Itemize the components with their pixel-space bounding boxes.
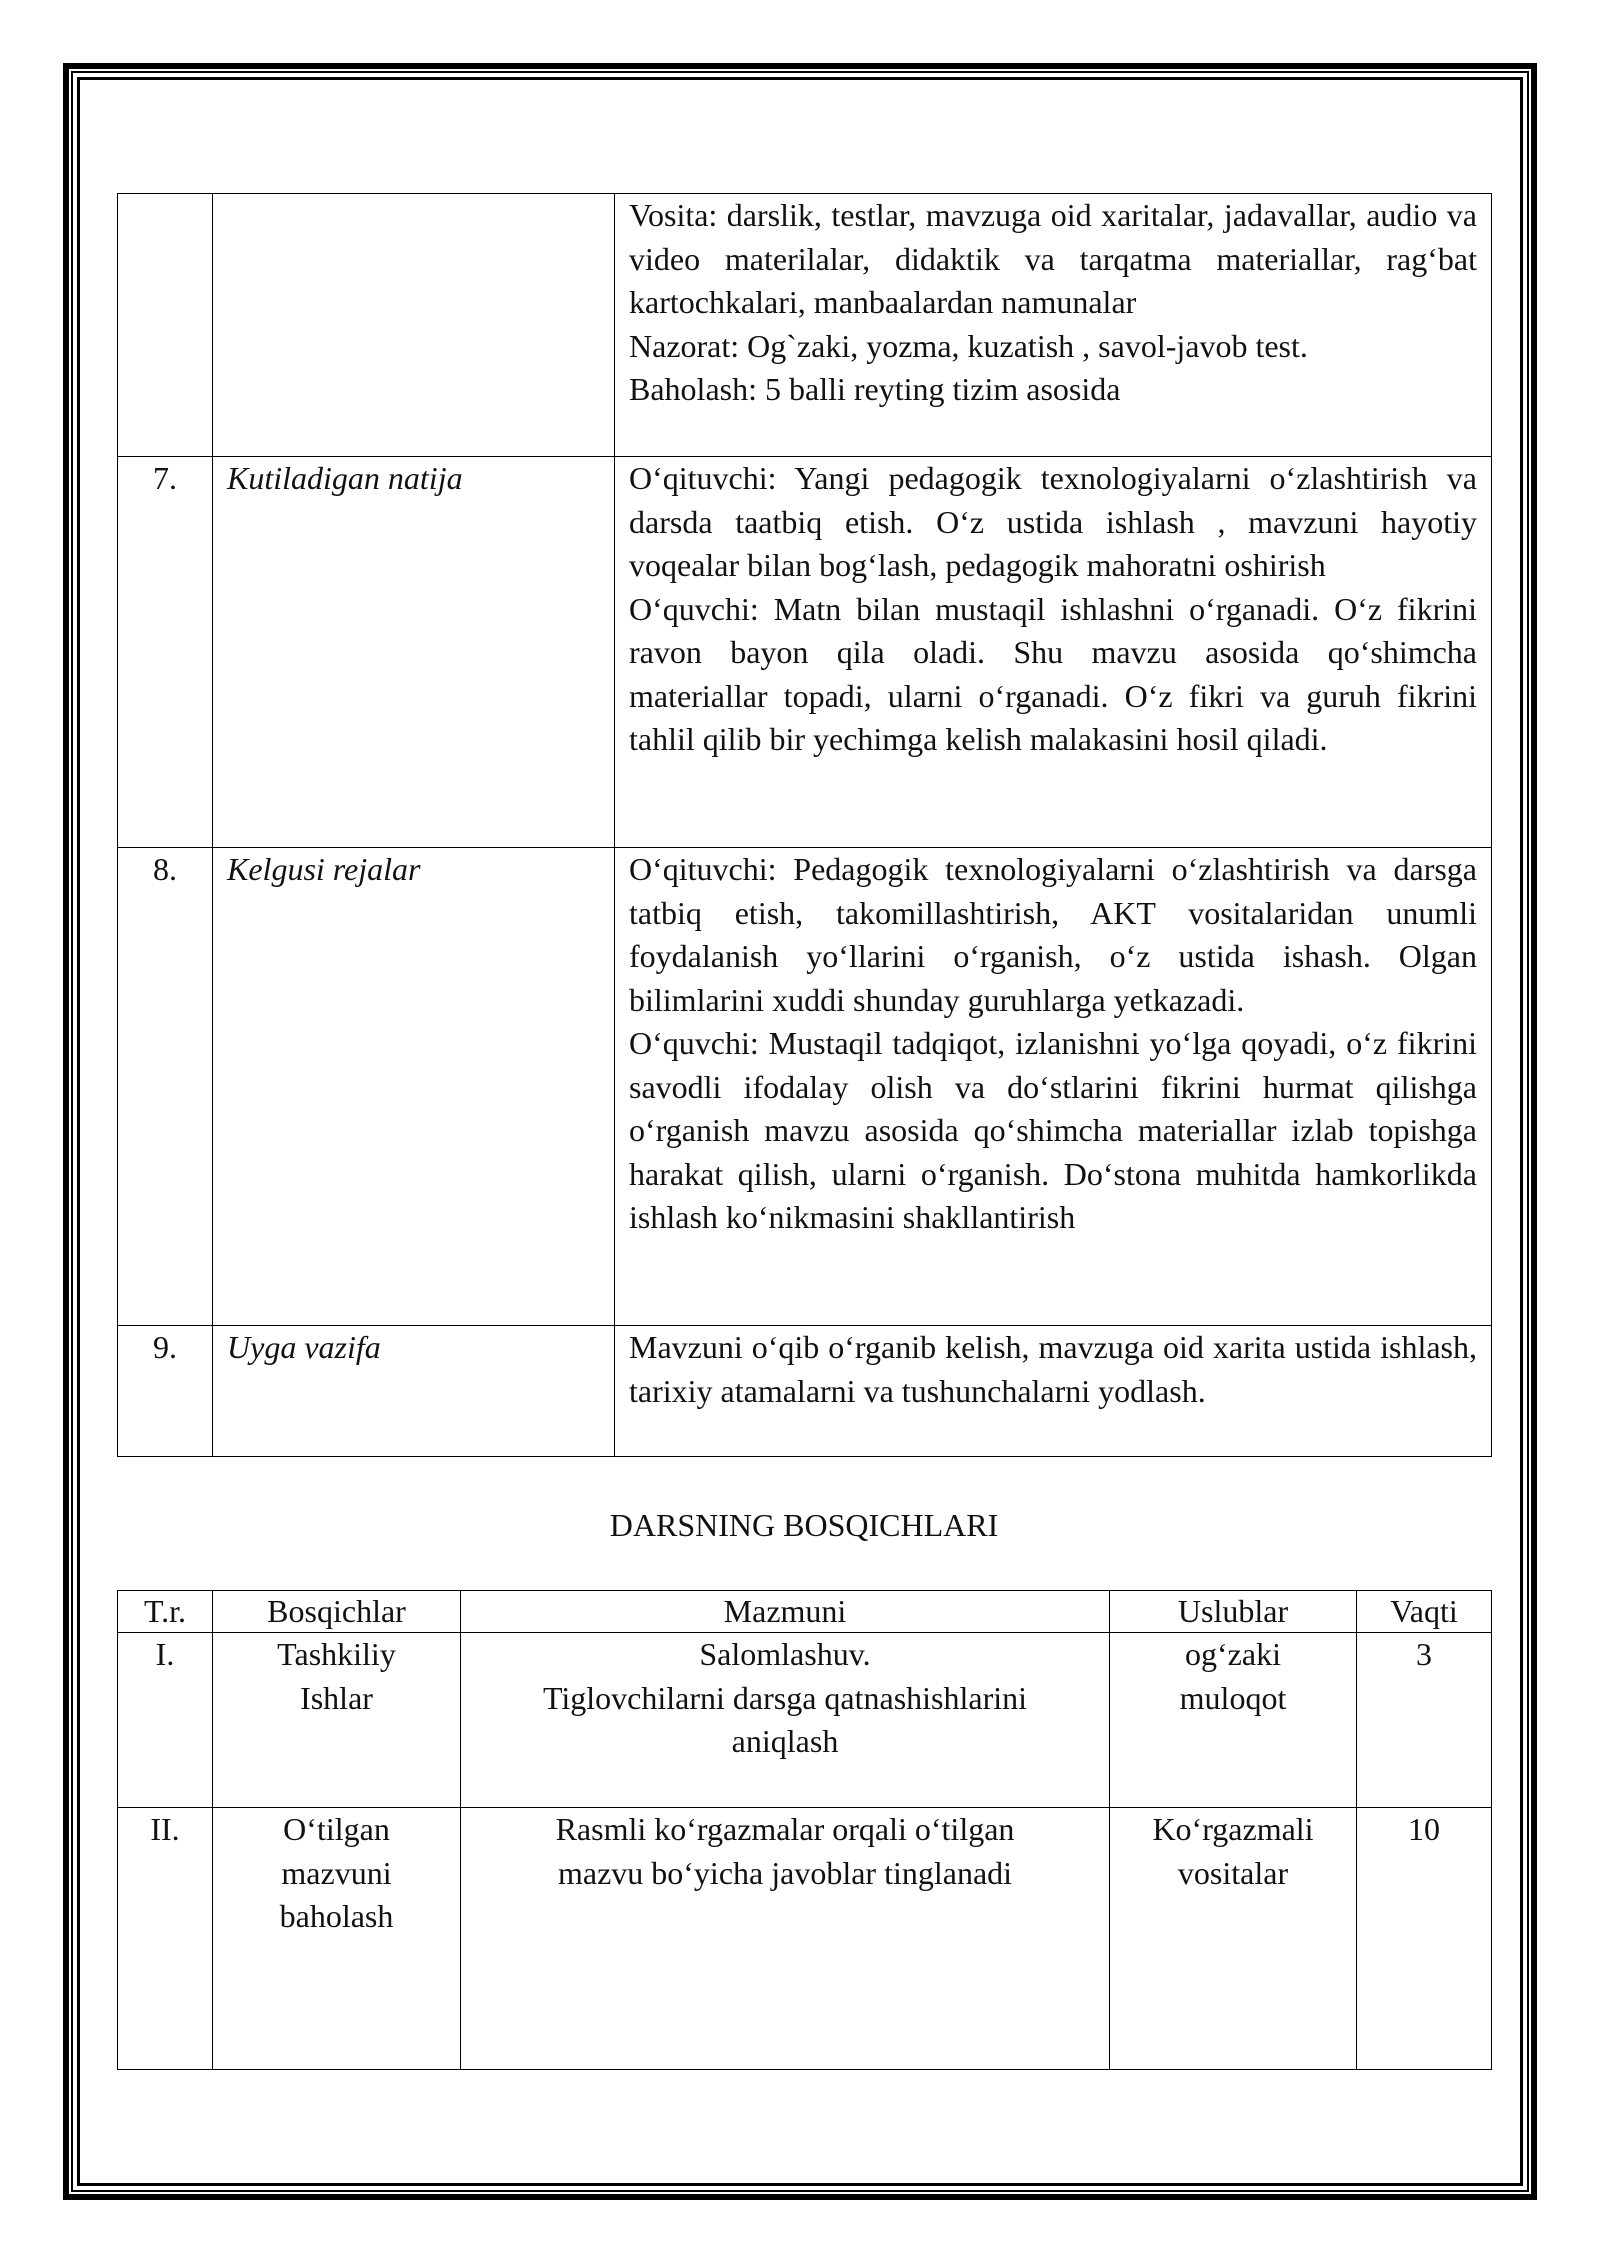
- stage-time: 10: [1357, 1808, 1492, 2070]
- stage-name-line: Ishlar: [300, 1679, 373, 1716]
- plan-row-name: Kelgusi rejalar: [213, 848, 615, 1326]
- stage-content-line: Rasmli ko‘rgazmalar orqali o‘tilgan: [555, 1811, 1015, 1847]
- plan-row-tools: [118, 194, 1492, 457]
- plan-row-name: Kutiladigan natija: [213, 457, 615, 848]
- stage-method-line: Ko‘rgazmali: [1152, 1811, 1314, 1847]
- header-stages: Bosqichlar: [213, 1591, 461, 1633]
- paragraph-assessment: Baholash: 5 balli reyting tizim asosida: [629, 371, 1121, 407]
- plan-row-expected-result: [118, 457, 1492, 848]
- stage-method-line: vositalar: [1177, 1854, 1289, 1891]
- stage-number: I.: [118, 1633, 213, 1808]
- plan-row-content: [615, 848, 1492, 1326]
- paragraph-teacher: O‘qituvchi: Yangi pedagogik texnologiyalarni o‘zlashtirish va darsda taatbiq etish. O‘z ustida ishlash , mavzuni hayotiy voqealar bilan bog‘lash, pedagogik mahoratni oshirish: [629, 460, 1477, 583]
- stage-content-line: Tiglovchilarni darsga qatnashishlarini: [542, 1679, 1028, 1716]
- plan-row-number: [118, 194, 213, 457]
- header-time: Vaqti: [1357, 1591, 1492, 1633]
- stage-method: [1110, 1633, 1357, 1808]
- stage-content: [461, 1808, 1110, 2070]
- paragraph-student: O‘quvchi: Matn bilan mustaqil ishlashni o‘rganadi. O‘z fikrini ravon bayon qila oladi. Shu mavzu asosida qo‘shimcha materiallar topadi, ularni o‘rganadi. O‘z fikri va guruh fikrini tahlil qilib bir yechimga kelish malakasini hosil qiladi.: [629, 590, 1477, 757]
- paragraph-tools: Vosita: darslik, testlar, mavzuga oid xaritalar, jadavallar, audio va video materilalar, didaktik va tarqatma materiallar, rag‘bat kartochkalari, manbaalardan namunalar: [629, 197, 1477, 320]
- plan-row-content: [615, 1326, 1492, 1457]
- stages-header-row: [118, 1591, 1492, 1633]
- paragraph-student: O‘quvchi: Mustaqil tadqiqot, izlanishni yo‘lga qoyadi, o‘z fikrini savodli ifodalay olish va do‘stlarini fikrini hurmat qilishga o‘rganish mavzu asosida qo‘shimcha materiallar izlab topishga harakat qilish, ularni o‘rganish. Do‘stona muhitda hamkorlikda ishlash ko‘nikmasini shakllantirish: [629, 1025, 1477, 1235]
- stage-name-line: baholash: [279, 1898, 394, 1934]
- plan-row-content: [615, 457, 1492, 848]
- paragraph-teacher: O‘qituvchi: Pedagogik texnologiyalarni o‘zlashtirish va darsga tatbiq etish, takomillashtirish, AKT vositalaridan unumli foydalanish yo‘llarini o‘rganish, o‘z ustida ishash. Olgan bilimlarini xuddi shunday guruhlarga yetkazadi.: [629, 851, 1477, 1018]
- stage-name-line: O‘tilgan: [283, 1811, 390, 1847]
- stage-method-line: muloqot: [1179, 1679, 1287, 1716]
- header-number: T.r.: [118, 1591, 213, 1633]
- stage-name-line: Tashkiliy: [277, 1636, 396, 1672]
- stage-content-line: aniqlash: [731, 1723, 839, 1759]
- paragraph-homework: Mavzuni o‘qib o‘rganib kelish, mavzuga oid xarita ustida ishlash, tarixiy atamalarni va tushunchalarni yodlash.: [629, 1329, 1477, 1409]
- header-methods: Uslublar: [1110, 1591, 1357, 1633]
- plan-row-number: 9.: [118, 1326, 213, 1457]
- plan-row-future-plans: [118, 848, 1492, 1326]
- stage-time: 3: [1357, 1633, 1492, 1808]
- section-title: DARSNING BOSQICHLARI: [609, 1507, 999, 1543]
- stage-name-line: mazvuni: [281, 1854, 392, 1891]
- stage-method: [1110, 1808, 1357, 2070]
- stage-number: II.: [118, 1808, 213, 2070]
- plan-row-content: [615, 194, 1492, 457]
- stage-name: [213, 1808, 461, 2070]
- plan-row-name: Uyga vazifa: [213, 1326, 615, 1457]
- stage-row: [118, 1633, 1492, 1808]
- stage-content-line: mazvu bo‘yicha javoblar tinglanadi: [557, 1854, 1013, 1891]
- stage-method-line: og‘zaki: [1185, 1636, 1281, 1672]
- plan-row-name: [213, 194, 615, 457]
- header-content: Mazmuni: [461, 1591, 1110, 1633]
- stage-content: [461, 1633, 1110, 1808]
- lesson-stages-table: [117, 1590, 1492, 2070]
- stage-name: [213, 1633, 461, 1808]
- plan-row-number: 8.: [118, 848, 213, 1326]
- stage-row: [118, 1808, 1492, 2070]
- plan-row-number: 7.: [118, 457, 213, 848]
- lesson-plan-table: [117, 193, 1492, 1457]
- stage-content-line: Salomlashuv.: [699, 1636, 871, 1672]
- paragraph-control: Nazorat: Og`zaki, yozma, kuzatish , savol-javob test.: [629, 327, 1308, 364]
- plan-row-homework: [118, 1326, 1492, 1457]
